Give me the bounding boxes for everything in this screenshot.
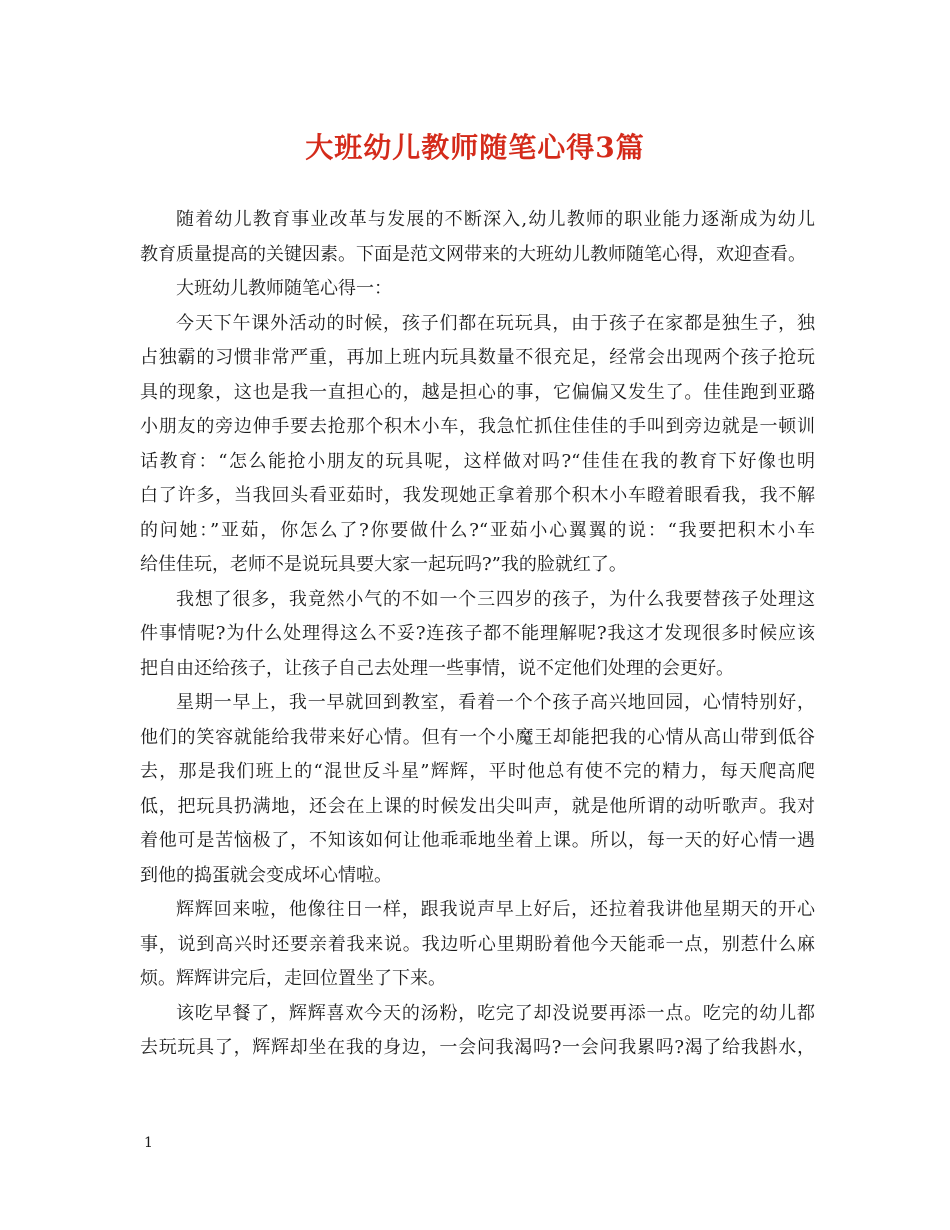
text-line: 事，说到高兴时还要亲着我来说。我边听心里期盼着他今天能乖一点，别惹什么麻 — [140, 933, 815, 955]
text-line: 我想了很多，我竟然小气的不如一个三四岁的孩子，为什么我要替孩子处理这 — [176, 588, 815, 610]
document-body — [140, 203, 815, 1066]
document-title: 大班幼儿教师随笔心得3篇 — [305, 131, 645, 164]
text-line: 低，把玩具扔满地，还会在上课的时候发出尖叫声，就是他所谓的动听歌声。我对 — [140, 795, 815, 817]
text-line: 给佳佳玩，老师不是说玩具要大家一起玩吗?”我的脸就红了。 — [140, 554, 627, 575]
text-line: 教育质量提高的关键因素。下面是范文网带来的大班幼儿教师随笔心得，欢迎查看。 — [140, 243, 806, 265]
text-line: 去玩玩具了，辉辉却坐在我的身边，一会问我渴吗?一会问我累吗?渴了给我斟水， — [140, 1037, 815, 1058]
text-line: 随着幼儿教育事业改革与发展的不断深入,幼儿教师的职业能力逐渐成为幼儿 — [176, 209, 815, 230]
text-line: 他们的笑容就能给我带来好心情。但有一个小魔王却能把我的心情从高山带到低谷 — [140, 726, 815, 748]
text-line: 具的现象，这也是我一直担心的，越是担心的事，它偏偏又发生了。佳佳跑到亚璐 — [140, 381, 815, 403]
text-line: 辉辉回来啦，他像往日一样，跟我说声早上好后，还拉着我讲他星期天的开心 — [176, 899, 815, 920]
text-line: 小朋友的旁边伸手要去抢那个积木小车，我急忙抓住佳佳的手叫到旁边就是一顿训 — [140, 416, 815, 437]
text-line: 今天下午课外活动的时候，孩子们都在玩玩具，由于孩子在家都是独生子，独 — [176, 312, 815, 334]
text-line: 大班幼儿教师随笔心得一： — [176, 278, 392, 299]
text-line: 的问她：”亚茹，你怎么了?你要做什么?“亚茹小心翼翼的说：“我要把积木小车 — [140, 519, 815, 541]
text-line: 白了许多，当我回头看亚茹时，我发现她正拿着那个积木小车瞪着眼看我，我不解 — [140, 485, 815, 506]
text-line: 到他的捣蛋就会变成坏心情啦。 — [140, 864, 392, 886]
text-line: 该吃早餐了，辉辉喜欢今天的汤粉，吃完了却没说要再添一点。吃完的幼儿都 — [176, 1002, 815, 1024]
text-line: 着他可是苦恼极了，不知该如何让他乖乖地坐着上课。所以，每一天的好心情一遇 — [140, 830, 815, 851]
text-line: 把自由还给孩子，让孩子自己去处理一些事情，说不定他们处理的会更好。 — [140, 657, 734, 679]
text-line: 件事情呢?为什么处理得这么不妥?连孩子都不能理解呢?我这才发现很多时候应该 — [140, 623, 815, 644]
page-number: 1 — [144, 1135, 153, 1151]
text-line: 星期一早上，我一早就回到教室，看着一个个孩子高兴地回园，心情特别好， — [176, 692, 815, 713]
text-line: 话教育：“怎么能抢小朋友的玩具呢，这样做对吗?“佳佳在我的教育下好像也明 — [140, 450, 815, 472]
text-line: 去，那是我们班上的“混世反斗星”辉辉，平时他总有使不完的精力，每天爬高爬 — [140, 761, 815, 782]
text-line: 烦。辉辉讲完后，走回位置坐了下来。 — [140, 968, 446, 989]
text-line: 占独霸的习惯非常严重，再加上班内玩具数量不很充足，经常会出现两个孩子抢玩 — [140, 347, 815, 368]
